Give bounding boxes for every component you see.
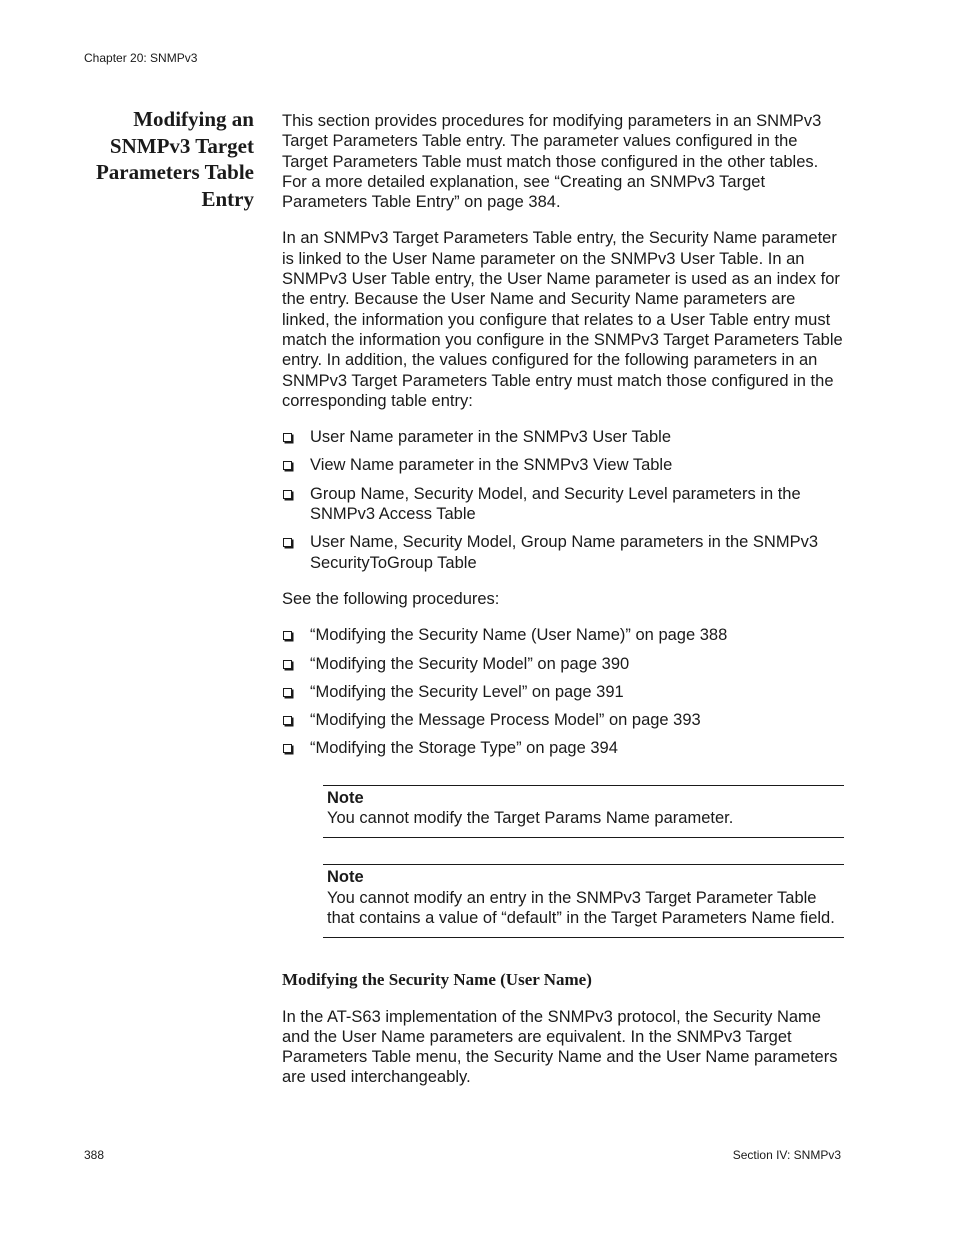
list-item xyxy=(282,532,844,573)
procedure-link[interactable] xyxy=(282,710,844,730)
list-item-text: View Name parameter in the SNMPv3 View Table xyxy=(310,456,673,475)
checkbox-bullet-icon xyxy=(283,631,292,640)
checkbox-bullet-icon xyxy=(283,433,292,442)
procedure-link[interactable] xyxy=(282,654,844,674)
link-paragraph: In an SNMPv3 Target Parameters Table entry, the Security Name parameter is linked to the User Name parameter on the SNMPv3 User Table. In an SNMPv3 User Table entry, the User Name parameter is used as an index for the entry. Because the User Name and Security Name parameters are linked, the information you configure that relates to a User Table entry must match the information you configure in the SNMPv3 Target Parameters Table entry. In addition, the values configured for the following parameters in an SNMPv3 Target Parameters Table entry must match those configured in the corresponding table entry: xyxy=(282,229,843,410)
note-box xyxy=(323,785,844,839)
checkbox-bullet-icon xyxy=(283,490,292,499)
note-box xyxy=(323,864,844,938)
see-following-text: See the following procedures: xyxy=(282,589,500,608)
checkbox-bullet-icon xyxy=(283,538,292,547)
note-title: Note xyxy=(327,868,364,887)
section-heading-line: Parameters Table xyxy=(95,160,254,184)
section-heading-line: Modifying an xyxy=(133,107,254,131)
list-item xyxy=(282,427,844,447)
subsection-paragraph: In the AT-S63 implementation of the SNMPv3 protocol, the Security Name and the User Name parameters are equivalent. In the SNMPv3 Target Parameters Table menu, the Security Name and the User Name parameters are used interchangeably. xyxy=(282,1007,838,1087)
procedure-link[interactable] xyxy=(282,682,844,702)
procedure-link-text[interactable]: “Modifying the Storage Type” on page 394 xyxy=(310,739,618,758)
list-item-text: User Name, Security Model, Group Name parameters in the SNMPv3 SecurityToGroup Table xyxy=(310,533,819,572)
procedure-link-text[interactable]: “Modifying the Security Model” on page 390 xyxy=(310,654,630,673)
procedure-link-text[interactable]: “Modifying the Security Level” on page 391 xyxy=(310,682,624,701)
footer-section-label: Section IV: SNMPv3 xyxy=(732,1148,841,1162)
note-text: You cannot modify the Target Params Name parameter. xyxy=(327,809,734,828)
note-title: Note xyxy=(327,788,364,807)
section-heading-line: Entry xyxy=(201,186,254,211)
checkbox-bullet-icon xyxy=(283,660,292,669)
procedure-link[interactable] xyxy=(282,625,844,645)
page-number: 388 xyxy=(84,1148,105,1162)
list-item-text: Group Name, Security Model, and Security Level parameters in the SNMPv3 Access Table xyxy=(310,484,801,524)
procedure-link-text[interactable]: “Modifying the Message Process Model” on page 393 xyxy=(310,711,701,730)
checkbox-bullet-icon xyxy=(283,688,292,697)
section-heading-line: SNMPv3 Target xyxy=(109,133,254,158)
procedure-link-text[interactable]: “Modifying the Security Name (User Name)” on page 388 xyxy=(310,626,728,645)
checkbox-bullet-icon xyxy=(283,744,292,753)
list-item xyxy=(282,455,844,475)
checkbox-bullet-icon xyxy=(283,716,292,725)
procedure-list xyxy=(282,625,844,758)
running-header: Chapter 20: SNMPv3 xyxy=(84,51,198,65)
subsection-heading: Modifying the Security Name (User Name) xyxy=(282,970,592,990)
list-item-text: User Name parameter in the SNMPv3 User Table xyxy=(310,428,672,447)
parameter-list xyxy=(282,427,844,573)
note-text: You cannot modify an entry in the SNMPv3 Target Parameter Table that contains a value of “default” in the Target Parameters Name field. xyxy=(327,888,835,927)
section-heading xyxy=(70,106,254,212)
body-column xyxy=(282,111,844,1104)
list-item xyxy=(282,484,844,525)
checkbox-bullet-icon xyxy=(283,461,292,470)
intro-paragraph: This section provides procedures for modifying parameters in an SNMPv3 Target Parameters Table entry. The parameter values configured in the Target Parameters Table must match those configured in the other tables. For a more detailed explanation, see “Creating an SNMPv3 Target Parameters Table Entry” on page 384. xyxy=(282,112,822,212)
procedure-link[interactable] xyxy=(282,738,844,758)
